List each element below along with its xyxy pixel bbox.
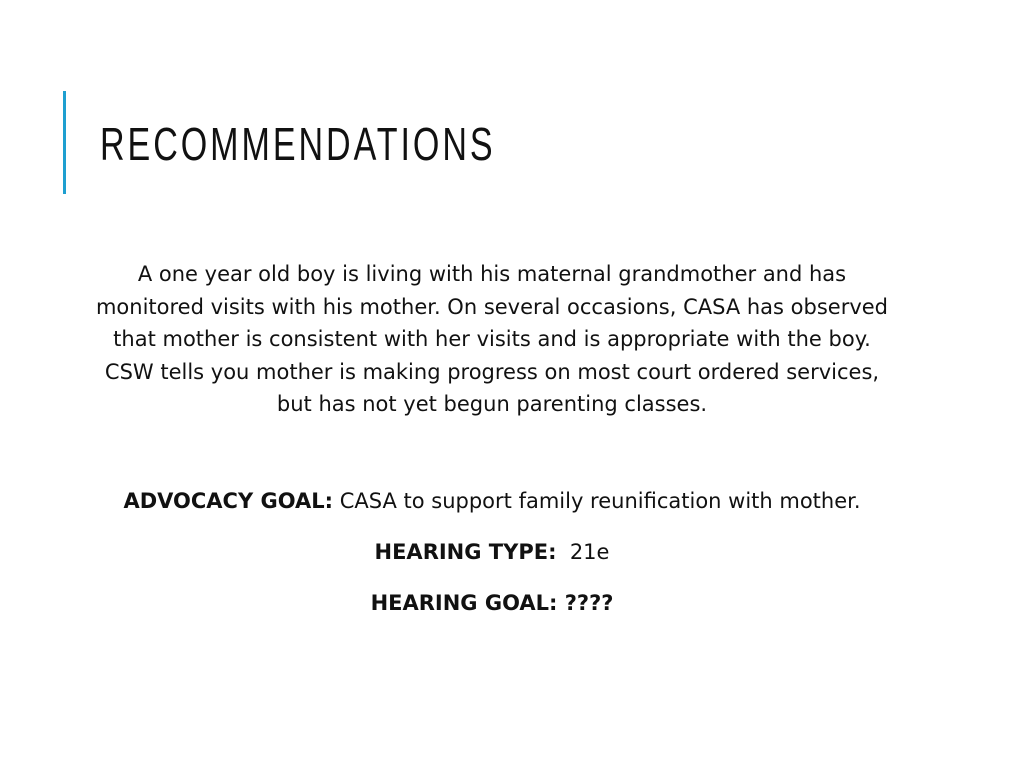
advocacy-goal-line bbox=[40, 486, 944, 516]
hearing-type-line bbox=[40, 537, 944, 567]
advocacy-goal-label: ADVOCACY GOAL: bbox=[123, 489, 334, 513]
slide-title: RECOMMENDATIONS bbox=[100, 118, 496, 170]
advocacy-goal-value: CASA to support family reunification with mother. bbox=[333, 489, 861, 513]
hearing-goal-line bbox=[40, 588, 944, 618]
hearing-type-label: HEARING TYPE: bbox=[374, 540, 557, 564]
hearing-type-value: 21e bbox=[556, 540, 610, 564]
title-accent-bar bbox=[63, 91, 66, 194]
scenario-paragraph: A one year old boy is living with his maternal grandmother and has monitored visits with his mother. On several occasions, CASA has observed that mother is consistent with her visits and is appropriate with the boy. CSW tells you mother is making progress on most court ordered services, but has not yet begun parenting classes. bbox=[95, 262, 889, 416]
hearing-goal-label: HEARING GOAL: ???? bbox=[370, 591, 614, 615]
